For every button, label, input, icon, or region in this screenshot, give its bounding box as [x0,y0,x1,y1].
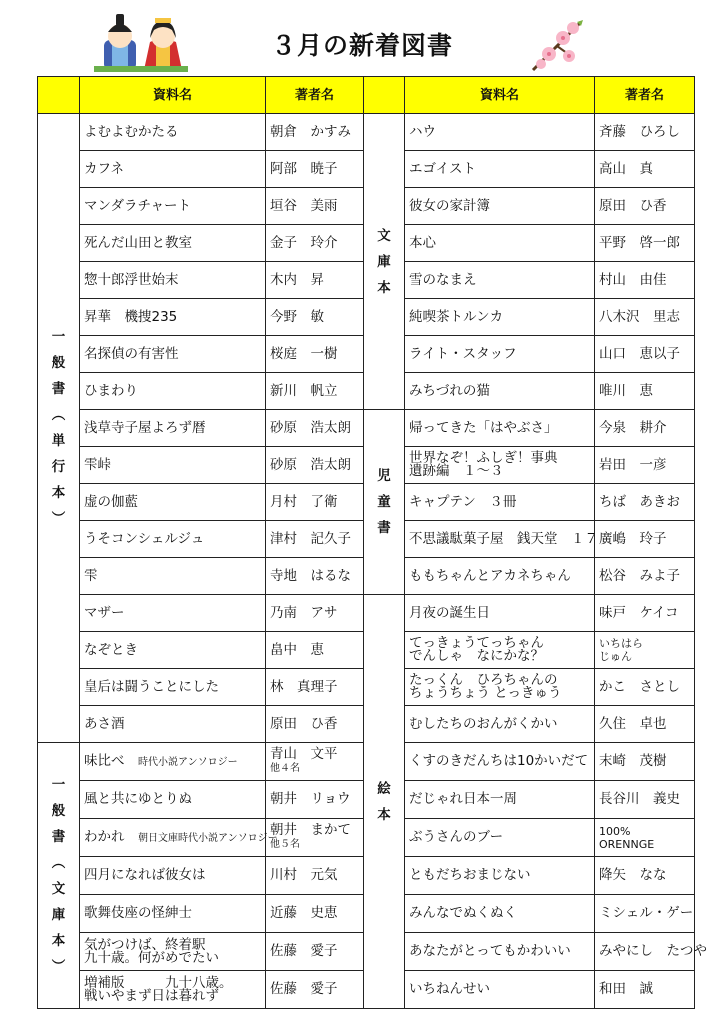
text: ぶうさんのブー [409,829,504,845]
text: よむよむかたる [84,123,179,140]
book-title [405,484,595,521]
book-author [595,706,695,743]
book-author [595,895,695,933]
text: 雪のなまえ [409,271,477,288]
text: 遺跡編 １～３ [409,463,504,479]
text: たっくん ひろちゃんの [409,672,558,688]
category-char: 文 [51,880,66,897]
book-author [266,410,364,447]
category-char: 書 [377,520,391,536]
text: 時代小説アンソロジー [138,756,238,768]
text: 廣嶋 玲子 [599,530,667,547]
book-author [595,595,695,632]
text: みやにし たつや [599,943,707,959]
book-title [405,373,595,410]
header-author-left: 著者名 [266,77,364,114]
text: てっきょうてっちゃん [409,635,544,651]
text: 寺地 はるな [270,567,351,584]
book-author [595,933,707,971]
header-blank-right [364,77,405,114]
book-author [595,857,695,895]
text: 畠中 恵 [270,641,324,658]
book-title [405,595,595,632]
text: 唯川 恵 [599,382,653,399]
text: ひまわり [84,382,138,399]
text: 100% [599,824,631,838]
book-title [405,521,598,558]
book-author [266,336,364,373]
text: 味戸 ケイコ [599,604,679,621]
text: マザー [84,604,125,621]
category-char: 般 [51,355,66,371]
book-title [405,336,595,373]
book-title [405,262,595,299]
header-title-left: 資料名 [80,77,266,114]
book-title [405,895,595,933]
book-author [266,781,364,819]
book-title [80,447,266,484]
text: 原田 ひ香 [599,197,667,214]
text: 松谷 みよ子 [599,567,680,584]
category-char: 本 [51,932,66,949]
book-author [266,971,364,1009]
text: でんしゃ なにかな？ [409,648,544,664]
category-char: 本 [377,806,391,823]
text: 朝井 まかて [270,822,351,838]
text: 今野 敏 [270,308,324,325]
book-author [595,558,695,595]
text: 降矢 なな [599,867,667,883]
book-title [80,743,266,781]
book-author [595,336,695,373]
category-general-tankobon [38,114,80,743]
book-title [405,299,595,336]
text: 青山 文平 [270,746,338,762]
book-title [405,669,595,706]
book-title [80,971,266,1009]
book-title [80,857,266,895]
book-author [266,706,364,743]
book-title [80,336,266,373]
header-author-right: 著者名 [595,77,695,114]
book-author [266,262,364,299]
header-title-right: 資料名 [405,77,595,114]
text: 久住 卓也 [599,715,667,732]
text: 雫 [84,567,98,584]
table-row [38,410,695,447]
text: 佐藤 愛子 [270,981,338,997]
category-char: 単 [51,433,66,449]
text: あなたがとってもかわいい [409,943,571,959]
text: 戦いやまず日は暮れず [84,987,219,1004]
text: 彼女の家計簿 [409,197,490,214]
text: 帰ってきた「はやぶさ」 [409,419,558,436]
book-author [595,632,695,669]
book-author [266,114,364,151]
category-picture-books [364,595,405,1009]
text: 新川 帆立 [270,382,338,399]
text: ちょうちょう とっきゅう [409,685,562,701]
category-childrens [364,410,405,595]
book-author [595,188,695,225]
text: 津村 記久子 [270,530,351,547]
category-char: ︵ [51,854,66,871]
book-title [405,114,595,151]
text: 世界なぞ！ふしぎ！事典 [409,450,558,466]
book-author [266,299,364,336]
header-blank-left [38,77,80,114]
text: 他４名 [270,763,300,774]
book-title [80,151,266,188]
page-title: ３月の新着図書 [270,31,453,60]
text: みんなでぬくぬく [409,905,517,921]
book-author [266,558,364,595]
book-author [266,857,364,895]
category-general-bunko [38,743,80,1009]
book-title [405,933,595,971]
text: 歌舞伎座の怪紳士 [84,905,192,921]
text: 朝日文庫時代小説アンソロジー [138,832,278,844]
text: エゴイスト [409,160,476,177]
category-char: ︵ [51,407,66,423]
table-row [38,114,695,151]
book-title [80,188,266,225]
new-books-table [37,76,707,1009]
text: 皇后は闘うことにした [84,678,219,695]
book-title [80,262,266,299]
category-char: ︶ [51,958,66,975]
text: 月村 了衛 [270,493,338,510]
text: うそコンシェルジュ [84,530,205,547]
text: 不思議駄菓子屋 銭天堂 １７ [409,530,598,547]
text: 岩田 一彦 [599,456,667,473]
text: 原田 ひ香 [270,715,338,732]
text: なぞとき [84,641,138,658]
text: 風と共にゆとりぬ [84,791,192,807]
book-title [405,743,595,781]
text: むしたちのおんがくかい [409,715,558,732]
book-author [595,819,695,857]
book-author [595,781,695,819]
text: 佐藤 愛子 [270,943,338,959]
category-char: 本 [377,279,391,296]
book-author [266,632,364,669]
text: 月夜の誕生日 [409,604,490,621]
text: ともだちおまじない [409,867,531,883]
text: 和田 誠 [599,981,653,997]
book-title [405,857,595,895]
text: 純喫茶トルンカ [409,308,504,325]
text: ミシェル・ゲー [599,905,694,921]
text: 阿部 暁子 [270,160,338,177]
book-title [80,933,266,971]
book-title [80,819,278,857]
text: くすのきだんちは10かいだて [409,753,589,769]
book-title [405,558,595,595]
category-char: 童 [377,494,391,510]
book-author [595,114,695,151]
text: 増補版 九十八歳。 [84,974,233,991]
text: 惣十郎浮世始末 [84,271,179,288]
book-title [405,447,595,484]
text: ももちゃんとアカネちゃん [409,567,571,584]
category-char: 庫 [51,906,66,923]
book-title [80,114,266,151]
book-author [595,373,695,410]
text: 乃南 アサ [270,604,338,621]
text: みちづれの猫 [409,382,490,399]
book-title [80,484,266,521]
text: 名探偵の有害性 [84,345,179,362]
text: あさ酒 [84,715,125,732]
book-title [80,706,266,743]
book-title [405,706,595,743]
text: 末崎 茂樹 [599,753,667,769]
text: 近藤 史恵 [270,905,338,921]
book-author [595,225,695,262]
text: ちば あきお [599,493,680,510]
category-char: ︶ [51,511,66,527]
book-title [405,971,595,1009]
book-title [405,781,595,819]
text: 雫峠 [84,456,111,473]
book-author [266,151,364,188]
book-author [266,447,364,484]
text: 四月になれば彼女は [84,867,206,883]
text: 味比べ [84,752,125,769]
book-title [80,373,266,410]
book-author [595,521,695,558]
book-author [266,743,364,781]
text: 山口 恵以子 [599,345,680,362]
text: わかれ [84,828,125,845]
category-char: 文 [377,227,391,244]
book-author [595,299,695,336]
book-title [80,781,266,819]
book-title [405,819,595,857]
book-title [80,410,266,447]
book-title [80,521,266,558]
book-title [405,632,595,669]
text: 八木沢 里志 [599,308,680,325]
category-char: 行 [51,459,66,475]
text: カフネ [84,160,124,177]
text: 死んだ山田と教室 [84,234,192,251]
text: 浅草寺子屋よろず暦 [84,419,206,436]
book-title [405,225,595,262]
text: 本心 [409,234,436,251]
text: 朝倉 かすみ [270,123,351,140]
text: 昇華 機捜235 [84,308,178,325]
book-author [266,819,364,857]
text: ライト・スタッフ [409,345,517,362]
text: 虚の伽藍 [84,493,138,510]
text: 斉藤 ひろし [599,123,680,140]
text: いちねんせい [409,981,490,997]
book-author [266,895,364,933]
book-author [595,484,695,521]
book-title [405,410,595,447]
book-title [80,225,266,262]
book-author [595,410,695,447]
table-row [38,595,695,632]
text: 砂原 浩太朗 [270,419,351,436]
category-bunko [364,114,405,410]
text: マンダラチャート [84,197,192,214]
text: 桜庭 一樹 [270,345,338,362]
book-title [80,669,266,706]
category-char: 般 [51,802,66,819]
book-author [595,262,695,299]
text: 長谷川 義史 [599,791,680,807]
book-author [595,743,695,781]
book-author [595,151,695,188]
category-char: 庫 [377,253,391,270]
text: 砂原 浩太朗 [270,456,351,473]
book-author [595,447,695,484]
text: 今泉 耕介 [599,419,667,436]
text: 垣谷 美雨 [270,197,338,214]
text: 九十歳。何がめでたい [84,949,219,966]
book-author [595,669,695,706]
category-char: 絵 [377,780,391,797]
text: 朝井 リョウ [270,791,351,807]
text: かこ さとし [599,678,680,695]
text: ハウ [409,123,436,140]
category-char: 書 [51,381,66,397]
text: 金子 玲介 [270,234,338,251]
category-char: 書 [51,828,66,845]
book-author [266,669,364,706]
book-author [266,188,364,225]
book-title [80,558,266,595]
text: 川村 元気 [270,867,338,883]
text: いちはら [599,637,643,650]
text: ORENNGE [599,837,655,851]
text: 気がつけば、終着駅 [84,936,206,953]
book-title [80,595,266,632]
text: 高山 真 [599,160,653,177]
text: 平野 啓一郎 [599,234,680,251]
book-title [80,632,266,669]
book-title [405,188,595,225]
category-char: 本 [51,485,66,501]
text: だじゃれ日本一周 [409,791,517,807]
text: キャプテン ３冊 [409,493,517,510]
book-author [266,484,364,521]
book-author [266,373,364,410]
text: 他５名 [270,839,300,850]
book-author [266,933,364,971]
category-char: 一 [51,329,66,345]
book-author [266,521,364,558]
text: 村山 由佳 [599,271,667,288]
text: 木内 昇 [270,271,324,288]
text: じゅん [599,650,632,663]
book-author [266,595,364,632]
category-char: 一 [51,776,66,793]
book-title [80,299,266,336]
book-author [595,971,695,1009]
text: 林 真理子 [270,678,338,695]
book-title [80,895,266,933]
category-char: 児 [377,468,391,484]
book-author [266,225,364,262]
book-title [405,151,595,188]
